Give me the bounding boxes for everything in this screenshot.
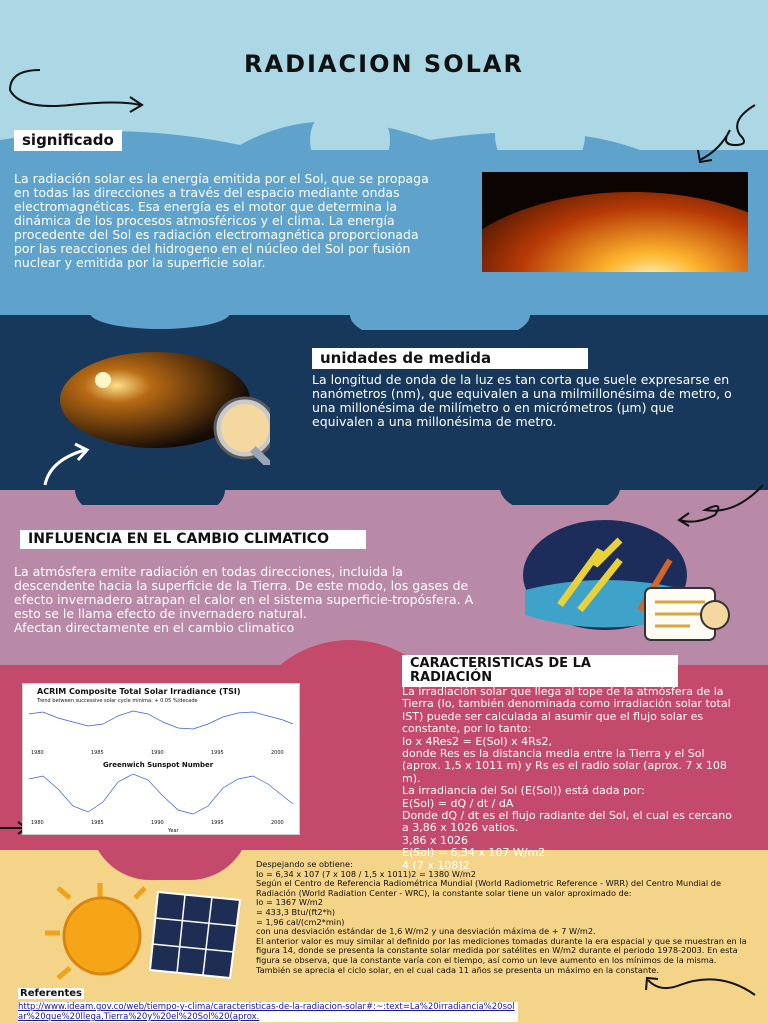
section-label-unidades: unidades de medida xyxy=(312,348,588,369)
tsi-x-ticks xyxy=(31,750,284,756)
sunspot-x-ticks xyxy=(31,820,284,826)
tsi-series-line xyxy=(29,711,293,729)
significado-text: La radiación solar es la energía emitida por el Sol, que se propaga en todas las direcciones a través del espacio mediante ondas electromagnéticas. Esa energía es el motor que determina la dinámica de los procesos atmosféricos y el clima. La energía procedente del Sol es radiación electromagnética proporcionada por las reacciones del hidrogeno en el núcleo del Sol por fusión nuclear y emitida por la superficie solar. xyxy=(14,171,429,270)
tick-2000-b: 2000 xyxy=(271,820,284,826)
chart-xlabel: Year xyxy=(168,828,179,834)
chart-title-tsi: ACRIM Composite Total Solar Irradiance (TSI) xyxy=(37,687,241,696)
spiral-arrow-icon xyxy=(690,100,760,170)
sun-solar-panel-image xyxy=(40,878,255,988)
section-label-significado: significado xyxy=(14,130,122,151)
tick-1990-b: 1990 xyxy=(151,820,164,826)
tick-2000-a: 2000 xyxy=(271,750,284,756)
tick-1990-a: 1990 xyxy=(151,750,164,756)
tick-1980-a: 1980 xyxy=(31,750,44,756)
unidades-text: La longitud de onda de la luz es tan corta que suele expresarse en nanómetros (nm), que equivalen a una milmillonésima de metro, o una millonésima de milímetro o en micrómetros (µm) que equivalen a una millonésima de metro. xyxy=(312,372,732,429)
section-label-caracteristicas: CARACTERISTICAS DE LA RADIACIÓN xyxy=(402,655,678,687)
references-label: Referentes xyxy=(20,988,82,999)
tsi-chart xyxy=(22,683,300,835)
chart-subtitle-tsi: Trend between successive solar cycle minima: + 0.05 %/decade xyxy=(37,698,198,704)
cosmic-lens-image xyxy=(55,350,270,465)
sunspot-series-line xyxy=(29,774,293,814)
despejando-text: Despejando se obtiene: Io = 6,34 x 107 (7 x 108 / 1,5 x 1011)2 = 1380 W/m2 Según el Centro de Referencia Radiométrica Mundial (World Radiometric Reference - WRR) del Centro Mundial de Radiación (World Radiation Center - WRC), la constante solar tiene un valor aproximado de: Io = 1367 W/m2 = 433,3 Btu/(ft2*h) = 1,96 cal/(cm2*min) con una desviación estándar de 1,6 W/m2 y una desviación máxima de + 7 W/m2. El anterior valor es muy similar al definido por las mediciones tomadas durante la era espacial y que se muestran en la figura 14, donde se presenta la constante solar medida por satélites en W/m2 durante el periodo 1978-2003. En esta figura se observa, que la constante varía con el tiempo, así como un leve aumento en los mínimos de la misma. También se aprecia el ciclo solar, en el cual cada 11 años se presenta un máximo en la constante. xyxy=(256,859,747,975)
tick-1985-a: 1985 xyxy=(91,750,104,756)
tick-1985-b: 1985 xyxy=(91,820,104,826)
page-title: RADIACION SOLAR xyxy=(244,50,524,78)
chart-title-sunspot: Greenwich Sunspot Number xyxy=(103,761,214,769)
section-label-influencia: INFLUENCIA EN EL CAMBIO CLIMATICO xyxy=(20,530,366,549)
sun-surface-image xyxy=(482,172,748,272)
tsi-chart-svg xyxy=(23,684,299,834)
tick-1980-b: 1980 xyxy=(31,820,44,826)
tick-1995-a: 1995 xyxy=(211,750,224,756)
influencia-text: La atmósfera emite radiación en todas direcciones, incluida la descendente hacia la superficie de la Tierra. De este modo, los gases de efecto invernadero atrapan el calor en el sistema superficie-tropósfera. A esto se le llama efecto de invernadero natural. Afectan directamente en el cambio climatico xyxy=(14,564,474,635)
tick-1995-b: 1995 xyxy=(211,820,224,826)
reference-link[interactable]: http://www.ideam.gov.co/web/tiempo-y-clima/caracteristicas-de-la-radiacion-solar#:~:text=La%20irradiancia%20solar%20que%20llega,Tierra%20y%20el%20Sol%20(aprox. xyxy=(18,1002,518,1022)
greenhouse-globe-image xyxy=(520,520,735,645)
caracteristicas-text: La irradiación solar que llega al tope de la atmósfera de la Tierra (Io, también denominada como irradiación solar total IST) puede ser calculada al asumir que el flujo solar es constante, por lo tanto: Io x 4Res2 = E(Sol) x 4Rs2, donde Res es la distancia media entre la Tierra y el Sol (aprox. 1,5 x 1011 m) y Rs es el radio solar (aprox. 7 x 108 m). La irradiancia del Sol (E(Sol)) está dada por: E(Sol) = dQ / dt / dA Donde dQ / dt es el flujo radiante del Sol, el cual es cercano a 3,86 x 1026 vatios. 3,86 x 1026 E(Sol) = 6,34 x 107 W/m2 4 (7 x 108)2 xyxy=(402,685,732,872)
